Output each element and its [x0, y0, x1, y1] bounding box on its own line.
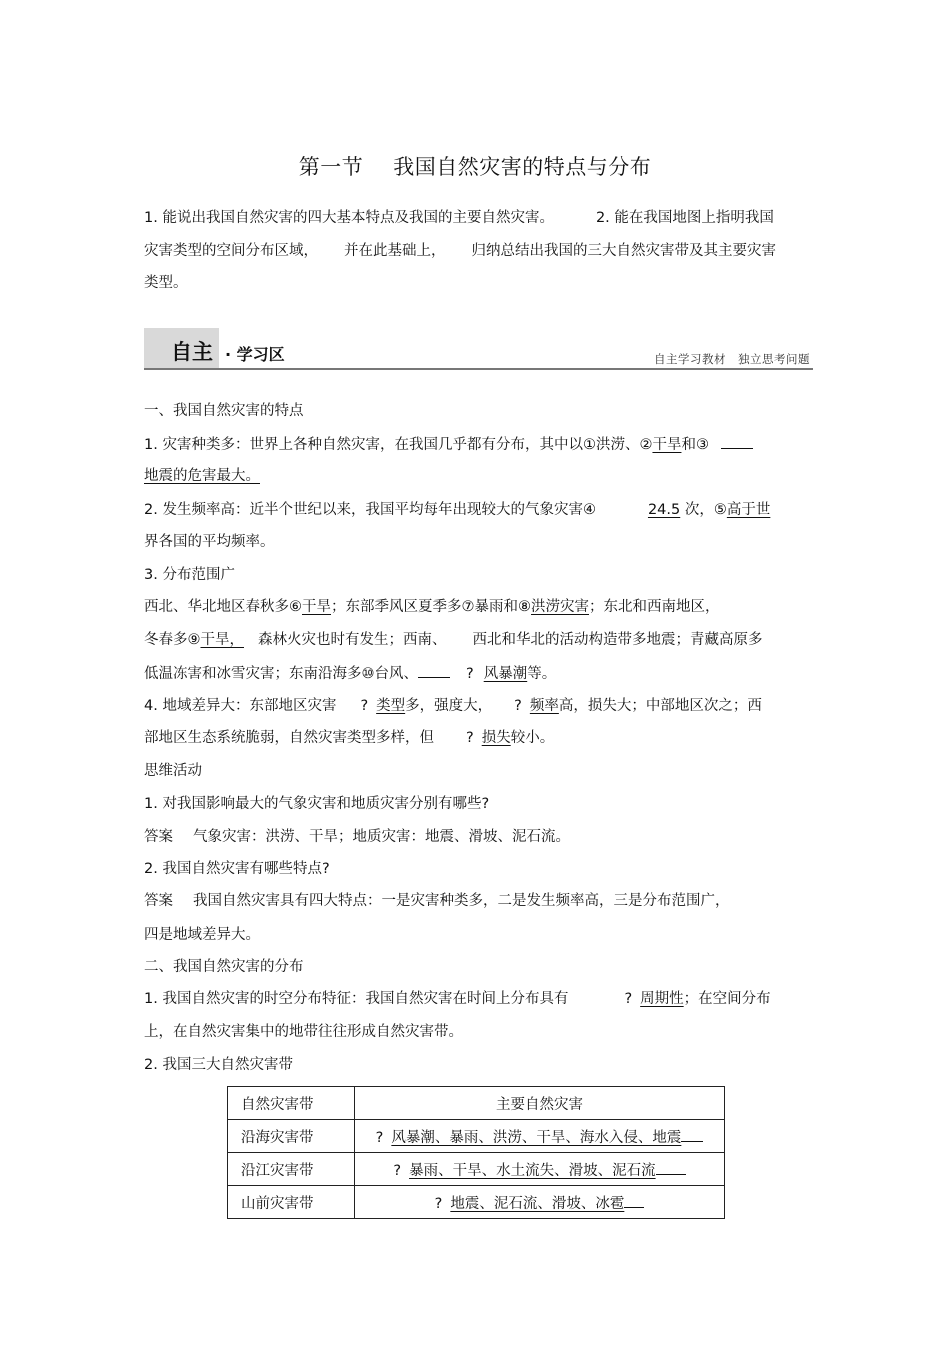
banner-right-caption: 自主学习教材 独立思考问题: [654, 352, 810, 366]
thinking-answer-2-line2: 四是地域差异大。: [144, 927, 260, 943]
table-cell-disasters: ? 地震、泥石流、滑坡、冰雹: [355, 1186, 725, 1219]
table-cell-zone: 山前灾害带: [228, 1186, 355, 1219]
banner-small-label: · 学习区: [225, 345, 285, 364]
thinking-heading: 思维活动: [144, 763, 202, 779]
objectives-line-3: 类型。: [144, 275, 188, 291]
section-banner: [144, 328, 813, 370]
table-header-zone: 自然灾害带: [228, 1087, 355, 1120]
section1-p3-heading: 3. 分布范围广: [144, 567, 235, 583]
table-header-row: [228, 1087, 725, 1120]
section2-p2: 2. 我国三大自然灾害带: [144, 1057, 293, 1073]
table-row: [228, 1186, 725, 1219]
section1-p2-line1: 2. 发生频率高：近半个世纪以来，我国平均每年出现较大的气象灾害④ 24.5 次，⑤高于世: [144, 502, 771, 518]
table-cell-disasters: ? 风暴潮、暴雨、洪涝、干旱、海水入侵、地震: [355, 1120, 725, 1153]
section1-p3-line1: 西北、华北地区春秋多⑥干旱；东部季风区夏季多⑦暴雨和⑧洪涝灾害；东北和西南地区，: [144, 599, 720, 615]
table-cell-zone: 沿海灾害带: [228, 1120, 355, 1153]
objectives-line-1: 1. 能说出我国自然灾害的四大基本特点及我国的主要自然灾害。 2. 能在我国地图上指明我国: [144, 210, 774, 226]
page-title: [0, 151, 950, 181]
section1-p2-line2: 界各国的平均频率。: [144, 534, 275, 550]
section2-p1-line1: 1. 我国自然灾害的时空分布特征：我国自然灾害在时间上分布具有 ? 周期性；在空间分布: [144, 991, 771, 1007]
banner-big-label: 自主: [171, 340, 213, 364]
section1-p4-line2: 部地区生态系统脆弱，自然灾害类型多样，但 ? 损失较小。: [144, 730, 555, 746]
banner-divider: [144, 368, 813, 370]
objectives-line-2: 灾害类型的空间分布区域， 并在此基础上， 归纳总结出我国的三大自然灾害带及其主要灾害: [144, 243, 776, 259]
table-header-disasters: 主要自然灾害: [355, 1087, 725, 1120]
table-cell-zone: 沿江灾害带: [228, 1153, 355, 1186]
thinking-question-1: 1. 对我国影响最大的气象灾害和地质灾害分别有哪些?: [144, 796, 490, 812]
section2-heading: 二、我国自然灾害的分布: [144, 959, 304, 975]
section1-p3-line2: 冬春多⑨干旱， 森林火灾也时有发生；西南、 西北和华北的活动构造带多地震；青藏高原多: [144, 632, 763, 648]
title-section-number: 第一节: [298, 155, 364, 179]
disaster-zone-table: [227, 1086, 725, 1219]
thinking-answer-1: 答案 气象灾害：洪涝、干旱；地质灾害：地震、滑坡、泥石流。: [144, 829, 570, 845]
section1-p1-line2: 地震的危害最大。: [144, 468, 260, 484]
section2-p1-line2: 上，在自然灾害集中的地带往往形成自然灾害带。: [144, 1024, 463, 1040]
table-row: [228, 1120, 725, 1153]
table-row: [228, 1153, 725, 1186]
thinking-answer-2-line1: 答案 我国自然灾害具有四大特点：一是灾害种类多，二是发生频率高，三是分布范围广，: [144, 893, 730, 909]
table-cell-disasters: ? 暴雨、干旱、水土流失、滑坡、泥石流: [355, 1153, 725, 1186]
section1-p3-line3: 低温冻害和冰雪灾害；东南沿海多⑩台风、 ? 风暴潮等。: [144, 663, 556, 684]
title-text: 我国自然灾害的特点与分布: [393, 155, 652, 179]
thinking-question-2: 2. 我国自然灾害有哪些特点?: [144, 861, 330, 877]
section1-heading: 一、我国自然灾害的特点: [144, 403, 304, 419]
section1-p4-line1: 4. 地域差异大：东部地区灾害 ? 类型多，强度大， ? 频率高，损失大；中部地区次之；西: [144, 698, 762, 714]
section1-p1-line1: 1. 灾害种类多：世界上各种自然灾害，在我国几乎都有分布，其中以①洪涝、②干旱和③: [144, 434, 753, 455]
